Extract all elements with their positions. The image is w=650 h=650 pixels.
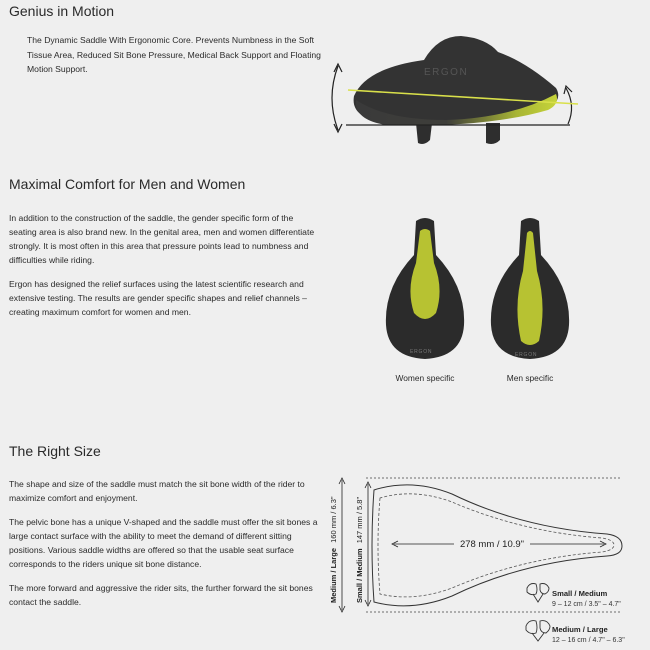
width-sm-value: 147 mm / 5.8": [355, 496, 364, 544]
size-sm-title: Small / Medium: [552, 589, 608, 598]
right-size-body: [9, 477, 321, 609]
women-specific-label: Women specific: [395, 373, 455, 383]
men-saddle-illustration: [485, 215, 575, 365]
maximal-comfort-body: [9, 211, 319, 319]
width-sm-label: Small / Medium: [355, 548, 364, 603]
width-sm-text: [355, 497, 364, 603]
size-diagram: [322, 470, 650, 650]
size-ml-title: Medium / Large: [552, 625, 608, 634]
width-ml-text: [329, 496, 338, 603]
men-saddle-brand: ERGON: [515, 352, 538, 358]
side-saddle-illustration: [326, 28, 646, 158]
length-label: 278 mm / 10.9": [459, 539, 525, 550]
size-paragraph-1: The shape and size of the saddle must match the sit bone width of the rider to maximize comfort and enjoyment.: [9, 479, 305, 503]
sit-bone-icon-small: [527, 584, 549, 603]
width-ml-value: 160 mm / 6.3": [329, 496, 338, 543]
sit-bone-icon-large: [526, 621, 550, 641]
width-ml-label: Medium / Large: [329, 547, 338, 603]
motion-arrow-left-up: [334, 64, 342, 72]
size-paragraph-3: The more forward and aggressive the rider sits, the further forward the sit bones contact the saddle.: [9, 583, 313, 607]
size-sm-range: 9 – 12 cm / 3.5" – 4.7": [552, 601, 621, 608]
men-specific-label: Men specific: [506, 373, 554, 383]
right-size-heading: The Right Size: [9, 443, 101, 459]
motion-arrow-left-down: [334, 124, 342, 132]
genius-in-motion-heading: Genius in Motion: [9, 3, 115, 19]
women-saddle-illustration: [380, 215, 470, 365]
size-ml-range: 12 – 16 cm / 4.7" – 6.3": [552, 637, 625, 644]
comfort-paragraph-1: In addition to the construction of the saddle, the gender specific form of the seating area is also brand new. In the genital area, men and women differentiate strongly. It is most often in this area that pressure points lead to numbness and difficulties while riding.: [9, 213, 315, 265]
motion-arc-right: [566, 88, 572, 124]
women-saddle-brand: ERGON: [410, 349, 433, 355]
saddle-brand-text: ERGON: [424, 67, 469, 78]
size-paragraph-2: The pelvic bone has a unique V-shaped and the saddle must offer the sit bones a large contact surface with the ability to meet the demand of different sitting positions. Various saddle widths are offered so that the usable seat surface corresponds to the riders unique sit bone distance.: [9, 517, 318, 569]
saddle-rail-rear: [416, 123, 432, 144]
motion-arc-left: [332, 66, 338, 130]
genius-in-motion-text: The Dynamic Saddle With Ergonomic Core. Prevents Numbness in the Soft Tissue Area, Reduced Sit Bone Pressure, Medical Back Support and Floating Motion Support.: [27, 35, 321, 74]
saddle-rail-front: [486, 123, 500, 144]
maximal-comfort-heading: Maximal Comfort for Men and Women: [9, 176, 246, 192]
comfort-paragraph-2: Ergon has designed the relief surfaces using the latest scientific research and extensive testing. The results are gender specific shapes and relief channels – creating maximum comfort for women and men.: [9, 279, 307, 317]
